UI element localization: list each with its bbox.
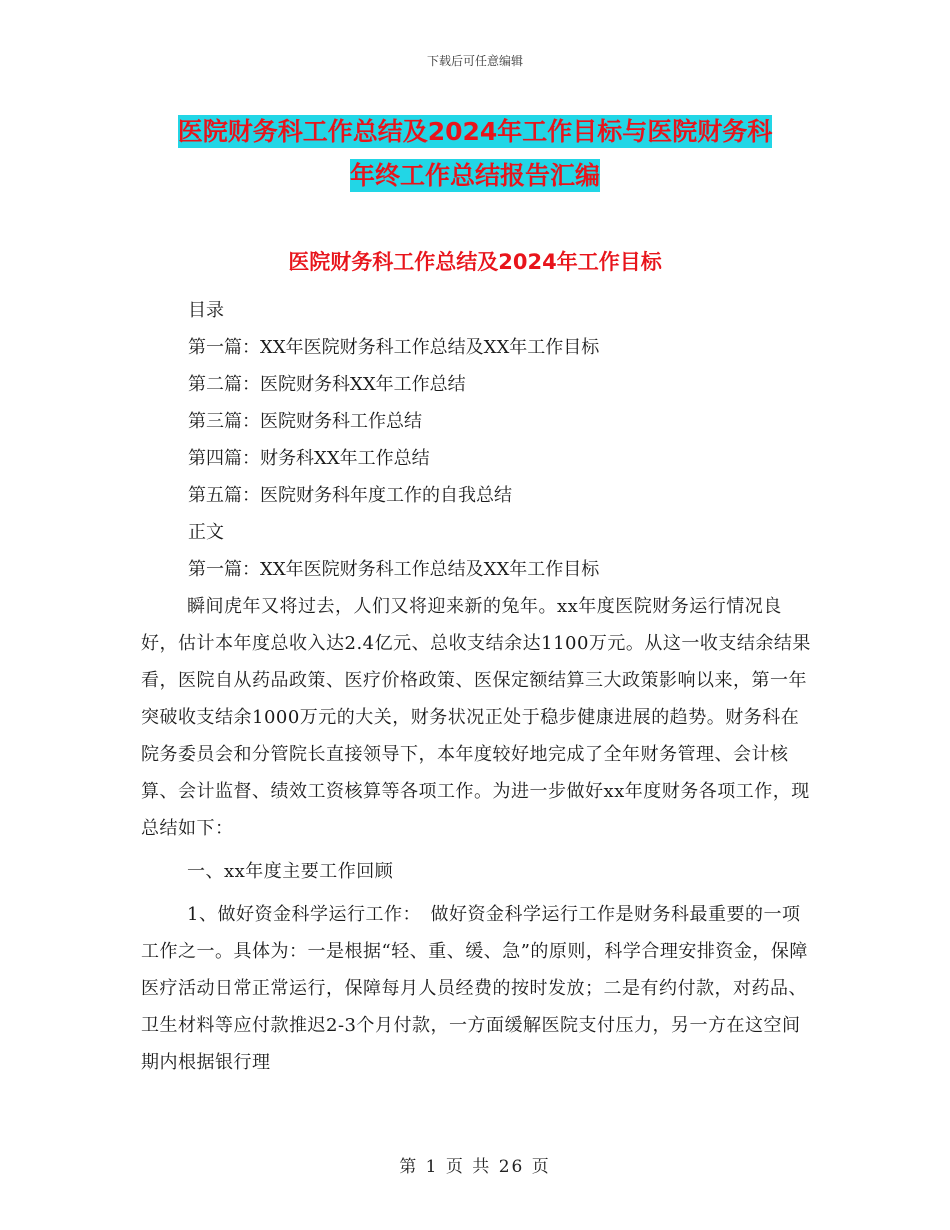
chapter-title: 第一篇：XX年医院财务科工作总结及XX年工作目标 xyxy=(188,559,600,580)
body-heading: 正文 xyxy=(188,522,224,543)
toc-item-1: 第一篇：XX年医院财务科工作总结及XX年工作目标 xyxy=(188,337,600,358)
paragraph-intro: 瞬间虎年又将过去，人们又将迎来新的兔年。xx年度医院财务运行情况良好，估计本年度总收入达2.4亿元、总收支结余达1100万元。从这一收支结余结果看，医院自从药品政策、医疗价格政策、医保定额结算三大政策影响以来，第一年突破收支结余1000万元的大关，财务状况正处于稳步健康进展的趋势。财务科在院务委员会和分管院长直接领导下，本年度较好地完成了全年财务管理、会计核算、会计监督、绩效工资核算等各项工作。为进一步做好xx年度财务各项工作，现总结如下： xyxy=(141,596,811,839)
body-text xyxy=(141,588,813,1081)
toc-item-5: 第五篇：医院财务科年度工作的自我总结 xyxy=(188,485,512,506)
table-of-contents xyxy=(188,292,599,588)
sub-title: 医院财务科工作总结及2024年工作目标 xyxy=(288,250,662,274)
toc-item-3: 第三篇：医院财务科工作总结 xyxy=(188,411,422,432)
header-note: 下载后可任意编辑 xyxy=(426,54,523,68)
section-heading: 一、xx年度主要工作回顾 xyxy=(187,861,394,882)
main-title-line-2: 年终工作总结报告汇编 xyxy=(349,161,600,190)
main-title xyxy=(0,110,950,198)
paragraph-funds: 1、做好资金科学运行工作： 做好资金科学运行工作是财务科最重要的一项工作之一。具体为：一是根据“轻、重、缓、急”的原则，科学合理安排资金，保障医疗活动日常正常运行，保障每月人员经费的按时发放；二是有约付款，对药品、卫生材料等应付款推迟2-3个月付款，一方面缓解医院支付压力，另一方在这空间期内根据银行理 xyxy=(141,904,808,1073)
toc-item-4: 第四篇：财务科XX年工作总结 xyxy=(188,448,430,469)
page-footer: 第 1 页 共 26 页 xyxy=(399,1157,551,1177)
toc-item-2: 第二篇：医院财务科XX年工作总结 xyxy=(188,374,466,395)
toc-heading: 目录 xyxy=(188,300,224,321)
main-title-line-1: 医院财务科工作总结及2024年工作目标与医院财务科 xyxy=(177,117,773,146)
